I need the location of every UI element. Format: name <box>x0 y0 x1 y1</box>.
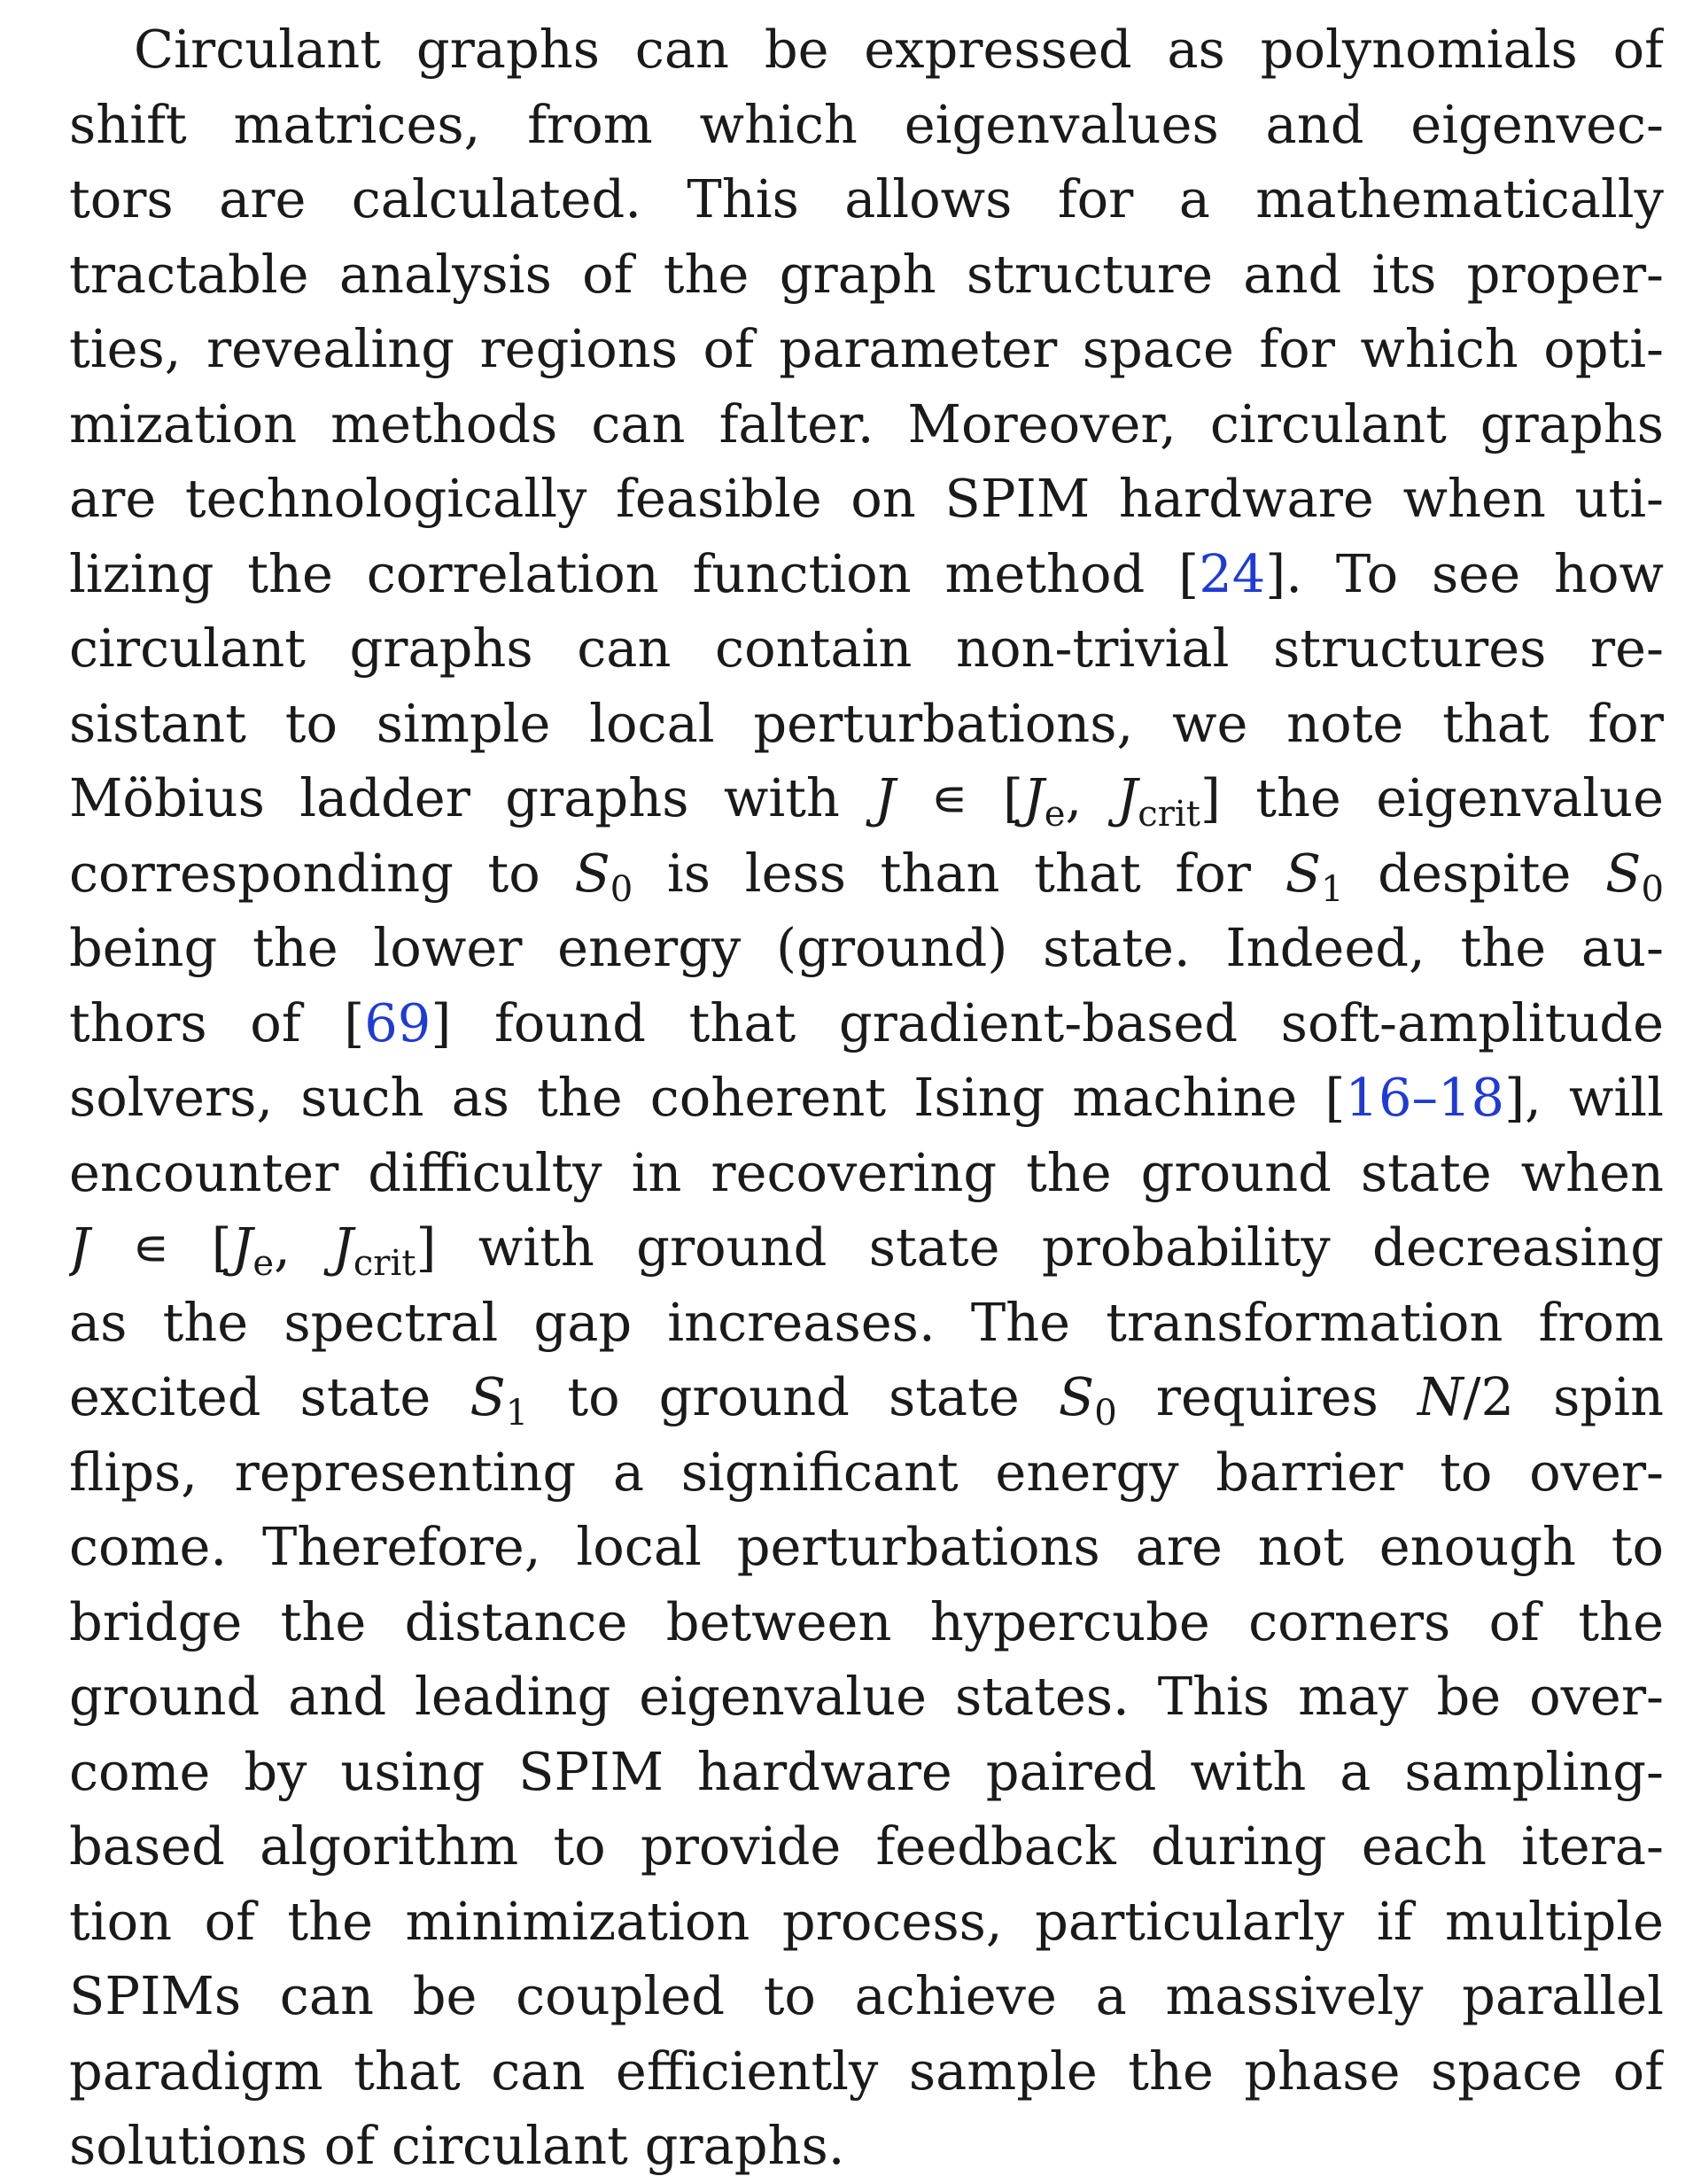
text-line <box>69 162 1664 237</box>
text-line <box>69 237 1664 313</box>
citation-link[interactable]: 16–18 <box>1345 1067 1505 1128</box>
text-segment: based algorithm to provide feedback during each itera- <box>69 1815 1664 1877</box>
text-line <box>69 1885 1664 1960</box>
text-segment: tion of the minimization process, particularly if multiple <box>69 1890 1664 1952</box>
text-segment: ] the eigenvalue <box>1200 767 1664 828</box>
text-segment: ground and leading eigenvalue states. This may be over- <box>69 1666 1664 1727</box>
math-subscript: crit <box>1138 794 1200 836</box>
math-symbol: S <box>1285 842 1322 904</box>
text-line <box>69 2034 1664 2110</box>
text-line <box>69 12 1664 88</box>
text-line <box>69 1210 1664 1286</box>
text-line <box>69 836 1664 912</box>
text-line <box>69 1061 1664 1136</box>
text-line <box>69 1959 1664 2034</box>
text-line <box>69 911 1664 986</box>
text-segment: tractable analysis of the graph structure and its proper- <box>69 243 1664 305</box>
text-line <box>69 1659 1664 1735</box>
text-segment: come. Therefore, local perturbations are not enough to <box>69 1516 1664 1577</box>
math-symbol: J <box>1116 767 1138 828</box>
math-subscript: crit <box>353 1243 416 1285</box>
text-segment: encounter difficulty in recovering the ground state when <box>69 1141 1664 1203</box>
text-segment: is less than that for <box>633 842 1285 904</box>
text-segment: /2 spin <box>1463 1366 1664 1427</box>
text-line <box>69 88 1664 163</box>
text-line <box>69 387 1664 462</box>
citation-link[interactable]: 69 <box>364 991 431 1053</box>
math-symbol: J <box>332 1216 353 1278</box>
text-segment: Möbius ladder graphs with <box>69 767 875 828</box>
paper-page <box>69 12 1664 2184</box>
text-segment: corresponding to <box>69 842 575 904</box>
text-segment: solutions of circulant graphs. <box>69 2115 845 2176</box>
text-segment: paradigm that can efficiently sample the phase space of <box>69 2040 1664 2102</box>
text-line <box>69 687 1664 762</box>
text-segment: circulant graphs can contain non-trivial structures re- <box>69 618 1664 679</box>
math-symbol: J <box>231 1216 253 1278</box>
text-segment: mization methods can falter. Moreover, circulant graphs <box>69 392 1664 455</box>
text-segment: being the lower energy (ground) state. Indeed, the au- <box>69 917 1664 978</box>
text-segment: requires <box>1116 1366 1418 1427</box>
math-subscript: e <box>1044 794 1066 836</box>
text-line <box>69 462 1664 537</box>
text-line <box>69 1510 1664 1585</box>
text-line <box>69 2109 1664 2184</box>
math-symbol: S <box>470 1366 506 1427</box>
text-segment: excited state <box>69 1366 470 1427</box>
text-segment: ties, revealing regions of parameter space for which opti- <box>69 318 1664 379</box>
text-segment: ] with ground state probability decreasing <box>416 1216 1664 1278</box>
text-segment: Circulant graphs can be expressed as polynomials of <box>134 19 1664 80</box>
text-line <box>69 761 1664 836</box>
text-segment: , <box>1065 767 1117 828</box>
math-symbol: S <box>1605 842 1642 904</box>
math-subscript: 0 <box>1641 868 1664 910</box>
text-segment: bridge the distance between hypercube corners of the <box>69 1590 1664 1652</box>
text-segment: come by using SPIM hardware paired with a sampling- <box>69 1740 1664 1802</box>
text-line <box>69 312 1664 387</box>
math-symbol: S <box>574 842 610 904</box>
text-line <box>69 1136 1664 1211</box>
text-segment: despite <box>1343 842 1606 904</box>
text-line <box>69 537 1664 612</box>
text-line <box>69 1435 1664 1511</box>
math-symbol: J <box>1023 767 1045 828</box>
text-segment: are technologically feasible on SPIM hardware when uti- <box>69 468 1664 529</box>
math-subscript: 1 <box>1321 868 1344 910</box>
text-segment: ] found that gradient-based soft-amplitude <box>431 991 1664 1053</box>
text-line <box>69 1360 1664 1435</box>
math-subscript: 0 <box>610 868 633 910</box>
text-line <box>69 1809 1664 1885</box>
text-segment: sistant to simple local perturbations, we note that for <box>69 692 1664 754</box>
math-subscript: 1 <box>505 1393 529 1434</box>
text-segment: lizing the correlation function method [ <box>69 542 1200 604</box>
math-subscript: 0 <box>1094 1393 1117 1434</box>
text-segment: shift matrices, from which eigenvalues and eigenvec- <box>69 93 1664 155</box>
body-paragraph <box>69 12 1664 2184</box>
text-line <box>69 986 1664 1061</box>
text-line <box>69 611 1664 687</box>
text-segment: solvers, such as the coherent Ising machine [ <box>69 1067 1346 1128</box>
text-line <box>69 1585 1664 1660</box>
text-segment: ∊ [ <box>89 1216 232 1278</box>
text-segment: flips, representing a significant energy barrier to over- <box>69 1441 1664 1503</box>
text-line <box>69 1286 1664 1361</box>
math-symbol: J <box>874 767 896 828</box>
text-segment: ], will <box>1504 1067 1664 1128</box>
citation-link[interactable]: 24 <box>1199 542 1266 604</box>
text-line <box>69 1735 1664 1810</box>
text-segment: tors are calculated. This allows for a mathematically <box>69 168 1664 229</box>
math-subscript: e <box>252 1243 275 1285</box>
math-symbol: N <box>1418 1366 1464 1427</box>
text-segment: SPIMs can be coupled to achieve a massively parallel <box>69 1965 1664 2026</box>
text-segment: , <box>274 1216 333 1278</box>
math-symbol: S <box>1058 1366 1095 1427</box>
math-symbol: J <box>69 1216 90 1278</box>
text-segment: ]. To see how <box>1265 542 1664 604</box>
text-segment: as the spectral gap increases. The transformation from <box>69 1291 1664 1353</box>
text-segment: thors of [ <box>69 991 365 1053</box>
text-segment: to ground state <box>528 1366 1059 1427</box>
text-segment: ∊ [ <box>895 767 1024 828</box>
